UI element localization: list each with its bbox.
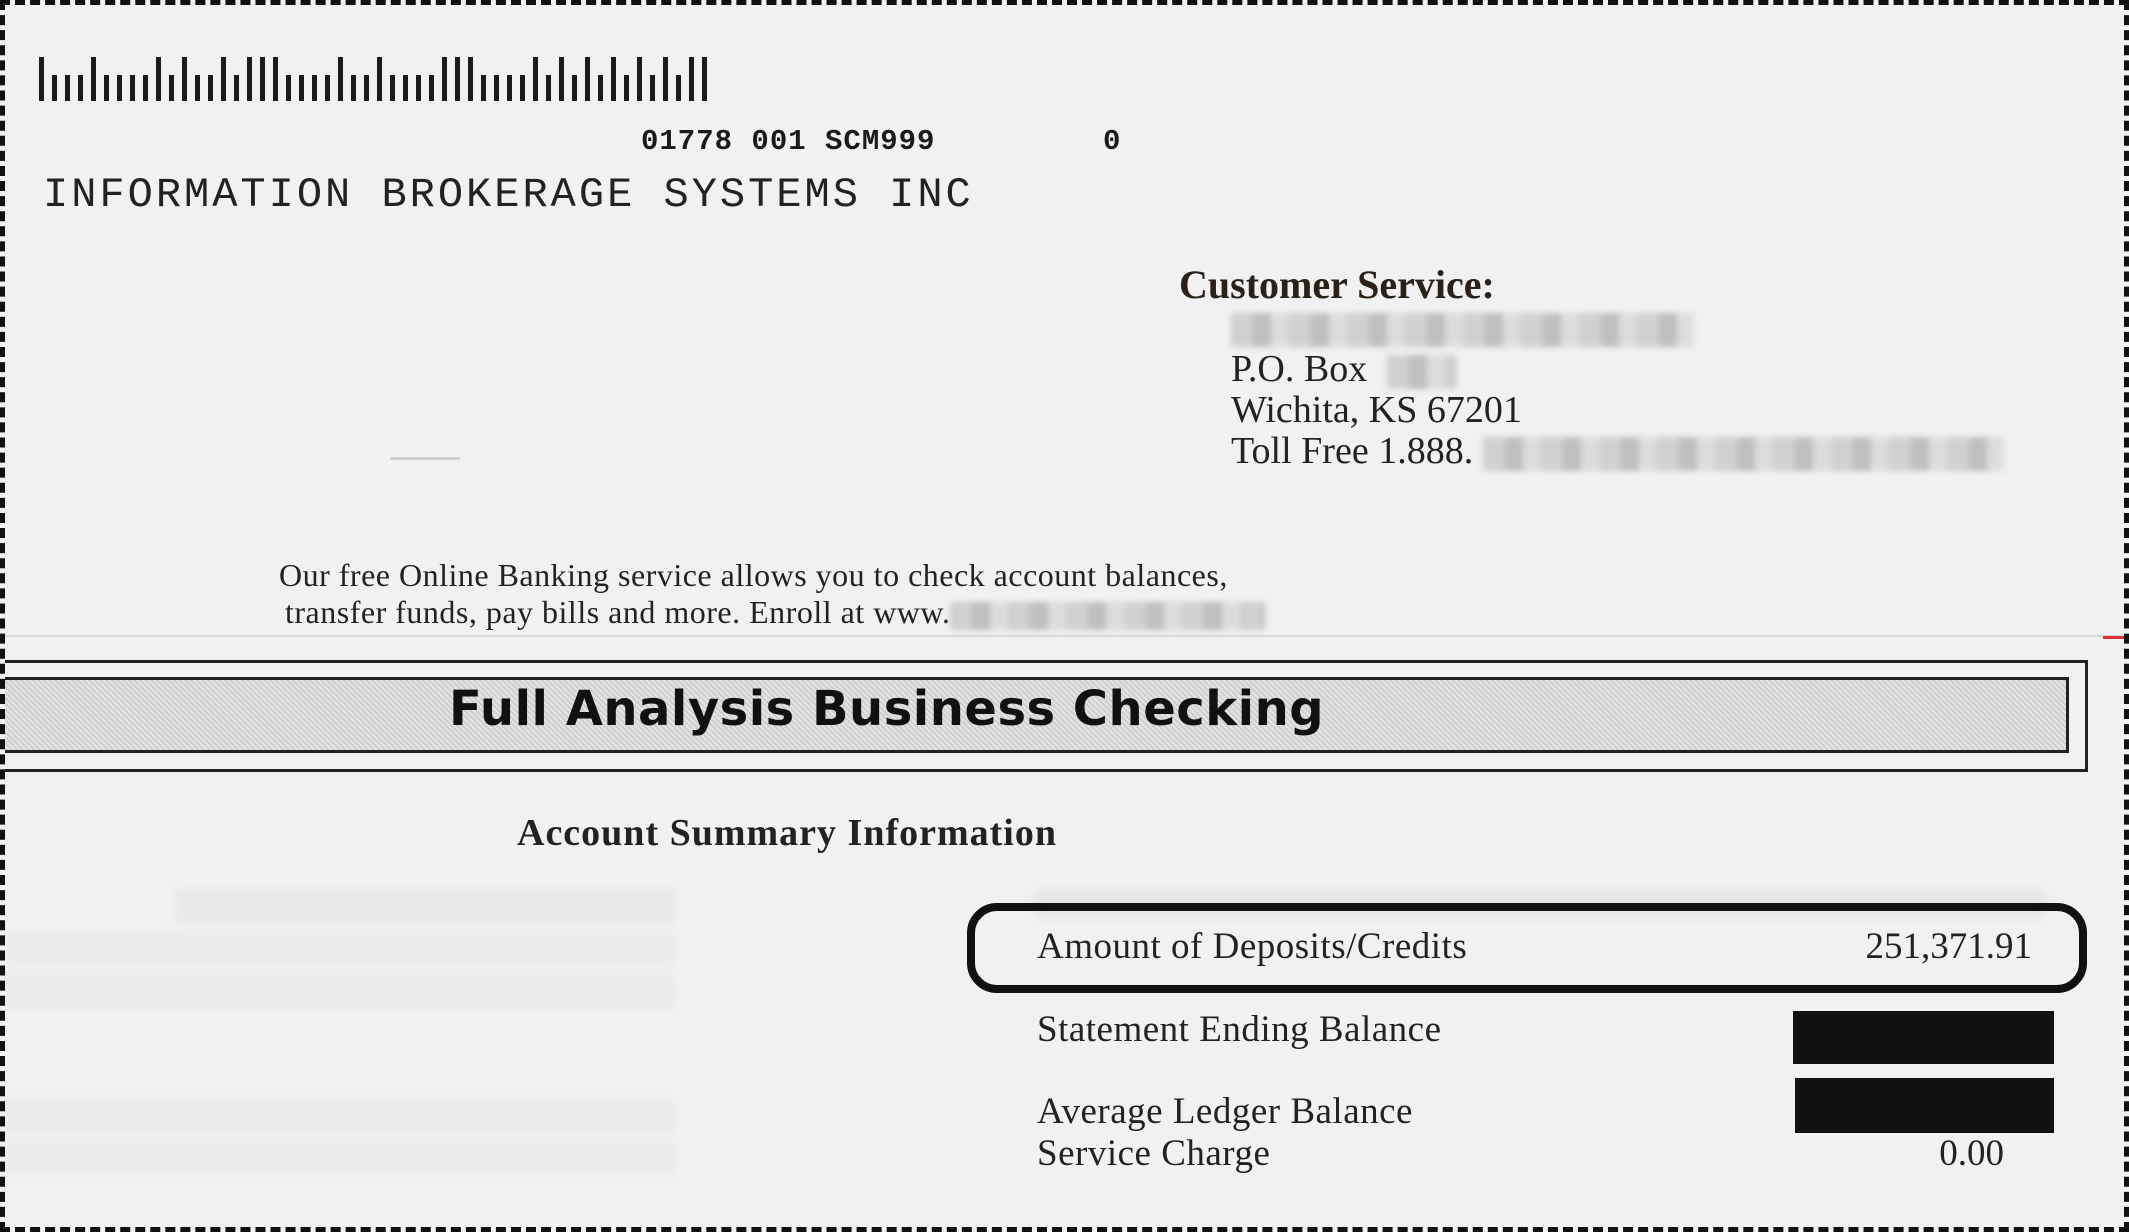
po-box-label: P.O. Box — [1231, 348, 1368, 390]
barcode-bar — [182, 57, 187, 101]
faded-left-column-5 — [5, 1141, 675, 1175]
barcode-bar — [624, 75, 629, 101]
barcode-bar — [39, 57, 44, 101]
barcode-bar — [273, 57, 278, 101]
barcode-bar — [468, 57, 473, 101]
blurred-bank-name — [1231, 313, 1693, 347]
promo-line-2 — [285, 594, 1265, 631]
blurred-website — [950, 602, 1265, 630]
promo-line-2-text: transfer funds, pay bills and more. Enroll at www. — [285, 594, 951, 630]
barcode-bar — [286, 75, 291, 101]
barcode-bar — [104, 75, 109, 101]
barcode-bar — [195, 75, 200, 101]
faded-left-column-4 — [5, 1099, 675, 1133]
barcode-bar — [260, 57, 265, 101]
city-state-zip: Wichita, KS 67201 — [1231, 389, 1522, 431]
barcode-bar — [416, 75, 421, 101]
red-edge-mark — [2103, 636, 2129, 639]
barcode-bar — [338, 57, 343, 101]
barcode-bar — [65, 75, 70, 101]
barcode-bar — [598, 75, 603, 101]
company-name: INFORMATION BROKERAGE SYSTEMS INC — [43, 171, 974, 219]
postal-barcode — [39, 55, 889, 101]
barcode-bar — [91, 57, 96, 101]
barcode-bar — [533, 57, 538, 101]
barcode-bar — [507, 75, 512, 101]
barcode-bar — [442, 57, 447, 101]
account-type-title: Full Analysis Business Checking — [449, 681, 1325, 737]
barcode-bar — [312, 75, 317, 101]
average-ledger-redaction — [1795, 1078, 2054, 1133]
service-charge-value: 0.00 — [1939, 1133, 2004, 1174]
blurred-phone-number — [1483, 437, 2003, 471]
barcode-bar — [585, 57, 590, 101]
barcode-bar — [234, 75, 239, 101]
barcode-bar — [611, 57, 616, 101]
average-ledger-label: Average Ledger Balance — [1037, 1091, 1413, 1132]
barcode-bar — [117, 75, 122, 101]
reference-count: 0 — [1103, 125, 1121, 158]
barcode-bar — [169, 75, 174, 101]
faded-left-column-2 — [5, 933, 675, 967]
barcode-bar — [637, 57, 642, 101]
barcode-bar — [52, 75, 57, 101]
reference-code: 01778 001 SCM999 — [641, 125, 936, 158]
barcode-bar — [78, 75, 83, 101]
barcode-bar — [130, 75, 135, 101]
barcode-bar — [299, 75, 304, 101]
barcode-bar — [481, 75, 486, 101]
faded-left-column-1 — [175, 889, 675, 923]
barcode-bar — [494, 75, 499, 101]
barcode-bar — [455, 57, 460, 101]
barcode-bar — [377, 57, 382, 101]
barcode-bar — [676, 75, 681, 101]
barcode-bar — [247, 57, 252, 101]
blurred-po-box-number — [1387, 355, 1457, 389]
toll-free-line — [1231, 429, 2003, 473]
barcode-bar — [520, 75, 525, 101]
barcode-bar — [572, 75, 577, 101]
barcode-bar — [689, 57, 694, 101]
horizontal-rule — [5, 635, 2129, 637]
service-charge-label: Service Charge — [1037, 1133, 1271, 1174]
promo-line-1: Our free Online Banking service allows you to check account balances, — [279, 557, 1228, 593]
po-box-line — [1231, 347, 1457, 391]
toll-free-label: Toll Free 1.888. — [1231, 430, 1474, 472]
barcode-bar — [546, 75, 551, 101]
barcode-bar — [429, 75, 434, 101]
barcode-bar — [325, 75, 330, 101]
barcode-bar — [390, 75, 395, 101]
barcode-bar — [702, 57, 707, 101]
barcode-bar — [364, 75, 369, 101]
stray-mark — [390, 457, 460, 460]
barcode-bar — [650, 75, 655, 101]
bank-name-redacted — [1231, 305, 1693, 349]
ending-balance-redaction — [1793, 1011, 2054, 1064]
barcode-bar — [403, 75, 408, 101]
barcode-bar — [208, 75, 213, 101]
ending-balance-label: Statement Ending Balance — [1037, 1009, 1442, 1050]
barcode-bar — [559, 57, 564, 101]
faded-left-column-3 — [5, 975, 675, 1009]
customer-service-title: Customer Service: — [1179, 262, 1495, 307]
barcode-bar — [156, 57, 161, 101]
deposits-credits-label: Amount of Deposits/Credits — [1037, 926, 1468, 967]
barcode-bar — [663, 57, 668, 101]
deposits-credits-value: 251,371.91 — [1865, 926, 2032, 967]
barcode-bar — [351, 75, 356, 101]
barcode-bar — [221, 57, 226, 101]
barcode-bar — [143, 75, 148, 101]
account-summary-title: Account Summary Information — [517, 812, 1057, 854]
